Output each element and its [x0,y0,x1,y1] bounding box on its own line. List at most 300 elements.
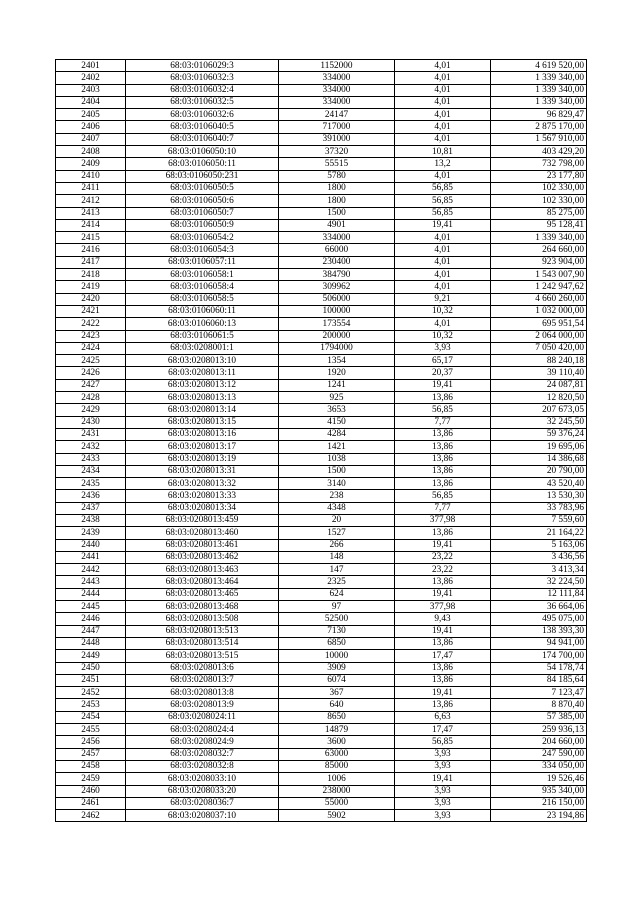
table-row [56,637,587,649]
row-number-cell: 2421 [56,305,126,317]
table-row [56,810,587,822]
row-number-cell: 2455 [56,724,126,736]
table-row [56,797,587,809]
table-row [56,60,587,72]
cadastral-value-cell: 32 224,50 [491,576,587,588]
cadastral-number-cell: 68:03:0208013:31 [126,465,279,477]
area-cell: 10000 [279,650,395,662]
rate-cell: 56,85 [395,404,491,416]
rate-cell: 4,01 [395,281,491,293]
cadastral-number-cell: 68:03:0106058:5 [126,293,279,305]
rate-cell: 4,01 [395,170,491,182]
area-cell: 506000 [279,293,395,305]
area-cell: 3140 [279,478,395,490]
cadastral-number-cell: 68:03:0208024:4 [126,724,279,736]
table-row [56,551,587,563]
cadastral-value-cell: 7 050 420,00 [491,342,587,354]
rate-cell: 9,43 [395,613,491,625]
cadastral-number-cell: 68:03:0106029:3 [126,60,279,72]
rate-cell: 6,63 [395,711,491,723]
rate-cell: 377,98 [395,601,491,613]
area-cell: 3909 [279,662,395,674]
cadastral-number-cell: 68:03:0106060:11 [126,305,279,317]
table-row [56,121,587,133]
rate-cell: 4,01 [395,232,491,244]
cadastral-number-cell: 68:03:0208013:463 [126,564,279,576]
cadastral-number-cell: 68:03:0208013:461 [126,539,279,551]
cadastral-value-cell: 13 530,30 [491,490,587,502]
cadastral-value-cell: 1 567 910,00 [491,133,587,145]
cadastral-value-cell: 695 951,54 [491,318,587,330]
table-row [56,281,587,293]
cadastral-value-cell: 1 543 007,90 [491,269,587,281]
row-number-cell: 2425 [56,355,126,367]
rate-cell: 3,93 [395,810,491,822]
row-number-cell: 2439 [56,527,126,539]
cadastral-value-cell: 495 075,00 [491,613,587,625]
cadastral-value-cell: 5 163,06 [491,539,587,551]
row-number-cell: 2438 [56,514,126,526]
cadastral-number-cell: 68:03:0208036:7 [126,797,279,809]
row-number-cell: 2451 [56,674,126,686]
row-number-cell: 2408 [56,146,126,158]
rate-cell: 19,41 [395,773,491,785]
area-cell: 85000 [279,760,395,772]
table-row [56,146,587,158]
table-row [56,490,587,502]
cadastral-number-cell: 68:03:0106050:7 [126,207,279,219]
area-cell: 200000 [279,330,395,342]
cadastral-value-cell: 207 673,05 [491,404,587,416]
cadastral-number-cell: 68:03:0106054:3 [126,244,279,256]
table-row [56,72,587,84]
table-row [56,355,587,367]
cadastral-number-cell: 68:03:0106061:5 [126,330,279,342]
row-number-cell: 2404 [56,96,126,108]
rate-cell: 4,01 [395,244,491,256]
row-number-cell: 2431 [56,428,126,440]
area-cell: 37320 [279,146,395,158]
cadastral-number-cell: 68:03:0106040:7 [126,133,279,145]
cadastral-number-cell: 68:03:0106032:6 [126,109,279,121]
row-number-cell: 2409 [56,158,126,170]
table-row [56,109,587,121]
table-row [56,502,587,514]
cadastral-number-cell: 68:03:0106060:13 [126,318,279,330]
cadastral-value-cell: 24 087,81 [491,379,587,391]
table-row [56,379,587,391]
cadastral-value-cell: 23 194,86 [491,810,587,822]
rate-cell: 56,85 [395,207,491,219]
table-row [56,232,587,244]
table-row [56,601,587,613]
cadastral-value-cell: 259 936,13 [491,724,587,736]
cadastral-number-cell: 68:03:0208013:34 [126,502,279,514]
row-number-cell: 2414 [56,219,126,231]
area-cell: 4284 [279,428,395,440]
area-cell: 1794000 [279,342,395,354]
cadastral-number-cell: 68:03:0208013:465 [126,588,279,600]
row-number-cell: 2442 [56,564,126,576]
area-cell: 4901 [279,219,395,231]
row-number-cell: 2462 [56,810,126,822]
table-row [56,404,587,416]
area-cell: 4150 [279,416,395,428]
row-number-cell: 2401 [56,60,126,72]
area-cell: 1500 [279,465,395,477]
table-body [56,60,587,822]
row-number-cell: 2428 [56,392,126,404]
table-row [56,478,587,490]
cadastral-value-cell: 33 783,96 [491,502,587,514]
area-cell: 230400 [279,256,395,268]
rate-cell: 4,01 [395,109,491,121]
table-row [56,428,587,440]
cadastral-value-cell: 32 245,50 [491,416,587,428]
table-row [56,305,587,317]
area-cell: 4348 [279,502,395,514]
area-cell: 309962 [279,281,395,293]
row-number-cell: 2402 [56,72,126,84]
area-cell: 8650 [279,711,395,723]
row-number-cell: 2457 [56,748,126,760]
rate-cell: 13,86 [395,699,491,711]
rate-cell: 4,01 [395,84,491,96]
cadastral-number-cell: 68:03:0106032:5 [126,96,279,108]
row-number-cell: 2447 [56,625,126,637]
area-cell: 238000 [279,785,395,797]
cadastral-number-cell: 68:03:0208013:468 [126,601,279,613]
row-number-cell: 2443 [56,576,126,588]
table-row [56,330,587,342]
area-cell: 3653 [279,404,395,416]
row-number-cell: 2449 [56,650,126,662]
rate-cell: 13,86 [395,662,491,674]
row-number-cell: 2422 [56,318,126,330]
cadastral-number-cell: 68:03:0208032:7 [126,748,279,760]
table-row [56,514,587,526]
cadastral-number-cell: 68:03:0106057:11 [126,256,279,268]
rate-cell: 19,41 [395,219,491,231]
cadastral-number-cell: 68:03:0208032:8 [126,760,279,772]
rate-cell: 56,85 [395,490,491,502]
cadastral-value-cell: 1 339 340,00 [491,96,587,108]
rate-cell: 4,01 [395,318,491,330]
area-cell: 1800 [279,195,395,207]
row-number-cell: 2450 [56,662,126,674]
cadastral-number-cell: 68:03:0208013:11 [126,367,279,379]
cadastral-number-cell: 68:03:0106050:11 [126,158,279,170]
area-cell: 367 [279,687,395,699]
rate-cell: 4,01 [395,60,491,72]
cadastral-value-cell: 1 339 340,00 [491,72,587,84]
row-number-cell: 2411 [56,182,126,194]
table-row [56,674,587,686]
cadastral-number-cell: 68:03:0208024:9 [126,736,279,748]
cadastral-number-cell: 68:03:0208013:508 [126,613,279,625]
rate-cell: 13,2 [395,158,491,170]
cadastral-number-cell: 68:03:0208013:14 [126,404,279,416]
rate-cell: 13,86 [395,392,491,404]
row-number-cell: 2407 [56,133,126,145]
area-cell: 24147 [279,109,395,121]
row-number-cell: 2454 [56,711,126,723]
row-number-cell: 2435 [56,478,126,490]
area-cell: 3600 [279,736,395,748]
row-number-cell: 2415 [56,232,126,244]
cadastral-number-cell: 68:03:0106054:2 [126,232,279,244]
table-row [56,453,587,465]
rate-cell: 3,93 [395,797,491,809]
cadastral-value-cell: 23 177,80 [491,170,587,182]
table-row [56,244,587,256]
cadastral-value-cell: 1 242 947,62 [491,281,587,293]
table-row [56,367,587,379]
row-number-cell: 2461 [56,797,126,809]
cadastral-number-cell: 68:03:0208013:16 [126,428,279,440]
rate-cell: 3,93 [395,342,491,354]
cadastral-number-cell: 68:03:0106050:6 [126,195,279,207]
area-cell: 5902 [279,810,395,822]
cadastral-value-cell: 216 150,00 [491,797,587,809]
cadastral-number-cell: 68:03:0106050:5 [126,182,279,194]
rate-cell: 17,47 [395,724,491,736]
area-cell: 1920 [279,367,395,379]
cadastral-number-cell: 68:03:0208024:11 [126,711,279,723]
row-number-cell: 2444 [56,588,126,600]
table-row [56,465,587,477]
cadastral-number-cell: 68:03:0106032:4 [126,84,279,96]
area-cell: 52500 [279,613,395,625]
cadastral-number-cell: 68:03:0106058:4 [126,281,279,293]
row-number-cell: 2440 [56,539,126,551]
area-cell: 66000 [279,244,395,256]
rate-cell: 56,85 [395,182,491,194]
cadastral-value-cell: 174 700,00 [491,650,587,662]
table-row [56,687,587,699]
row-number-cell: 2412 [56,195,126,207]
area-cell: 1241 [279,379,395,391]
rate-cell: 13,86 [395,428,491,440]
cadastral-value-cell: 39 110,40 [491,367,587,379]
rate-cell: 56,85 [395,736,491,748]
area-cell: 148 [279,551,395,563]
row-number-cell: 2459 [56,773,126,785]
cadastral-number-cell: 68:03:0208013:515 [126,650,279,662]
cadastral-number-cell: 68:03:0106050:9 [126,219,279,231]
row-number-cell: 2432 [56,441,126,453]
row-number-cell: 2441 [56,551,126,563]
area-cell: 266 [279,539,395,551]
area-cell: 14879 [279,724,395,736]
rate-cell: 19,41 [395,379,491,391]
table-row [56,256,587,268]
rate-cell: 56,85 [395,195,491,207]
rate-cell: 377,98 [395,514,491,526]
cadastral-value-cell: 95 128,41 [491,219,587,231]
table-row [56,293,587,305]
rate-cell: 13,86 [395,453,491,465]
cadastral-number-cell: 68:03:0106040:5 [126,121,279,133]
area-cell: 391000 [279,133,395,145]
cadastral-number-cell: 68:03:0208013:12 [126,379,279,391]
row-number-cell: 2429 [56,404,126,416]
row-number-cell: 2419 [56,281,126,293]
rate-cell: 3,93 [395,785,491,797]
table-row [56,416,587,428]
cadastral-value-cell: 84 185,64 [491,674,587,686]
table-row [56,318,587,330]
table-row [56,588,587,600]
table-row [56,613,587,625]
rate-cell: 9,21 [395,293,491,305]
area-cell: 6850 [279,637,395,649]
table-row [56,724,587,736]
rate-cell: 17,47 [395,650,491,662]
cadastral-number-cell: 68:03:0208013:32 [126,478,279,490]
cadastral-value-cell: 935 340,00 [491,785,587,797]
area-cell: 6074 [279,674,395,686]
row-number-cell: 2448 [56,637,126,649]
row-number-cell: 2446 [56,613,126,625]
cadastral-value-cell: 732 798,00 [491,158,587,170]
cadastral-value-cell: 1 339 340,00 [491,84,587,96]
cadastral-value-cell: 264 660,00 [491,244,587,256]
rate-cell: 7,77 [395,416,491,428]
cadastral-number-cell: 68:03:0208013:13 [126,392,279,404]
area-cell: 334000 [279,84,395,96]
area-cell: 1500 [279,207,395,219]
cadastral-number-cell: 68:03:0208013:17 [126,441,279,453]
cadastral-value-cell: 54 178,74 [491,662,587,674]
cadastral-value-cell: 4 619 520,00 [491,60,587,72]
cadastral-number-cell: 68:03:0208013:7 [126,674,279,686]
rate-cell: 10,32 [395,305,491,317]
cadastral-value-cell: 403 429,20 [491,146,587,158]
cadastral-number-cell: 68:03:0208013:514 [126,637,279,649]
cadastral-value-cell: 57 385,00 [491,711,587,723]
cadastral-value-cell: 138 393,30 [491,625,587,637]
cadastral-value-cell: 20 790,00 [491,465,587,477]
cadastral-number-cell: 68:03:0208033:10 [126,773,279,785]
cadastral-value-cell: 21 164,22 [491,527,587,539]
cadastral-number-cell: 68:03:0208013:462 [126,551,279,563]
row-number-cell: 2416 [56,244,126,256]
rate-cell: 4,01 [395,269,491,281]
row-number-cell: 2434 [56,465,126,477]
cadastral-value-cell: 3 413,34 [491,564,587,576]
area-cell: 5780 [279,170,395,182]
area-cell: 173554 [279,318,395,330]
area-cell: 334000 [279,72,395,84]
table-row [56,133,587,145]
area-cell: 97 [279,601,395,613]
table-row [56,773,587,785]
cadastral-value-cell: 7 123,47 [491,687,587,699]
cadastral-value-cell: 8 870,40 [491,699,587,711]
area-cell: 384790 [279,269,395,281]
rate-cell: 4,01 [395,256,491,268]
rate-cell: 13,86 [395,576,491,588]
cadastral-number-cell: 68:03:0106032:3 [126,72,279,84]
cadastral-number-cell: 68:03:0208013:460 [126,527,279,539]
cadastral-number-cell: 68:03:0208037:10 [126,810,279,822]
cadastral-number-cell: 68:03:0208013:15 [126,416,279,428]
cadastral-number-cell: 68:03:0208001:1 [126,342,279,354]
cadastral-number-cell: 68:03:0106050:10 [126,146,279,158]
rate-cell: 13,86 [395,441,491,453]
row-number-cell: 2436 [56,490,126,502]
table-row [56,392,587,404]
area-cell: 640 [279,699,395,711]
cadastral-value-cell: 96 829,47 [491,109,587,121]
area-cell: 238 [279,490,395,502]
area-cell: 63000 [279,748,395,760]
area-cell: 1038 [279,453,395,465]
row-number-cell: 2426 [56,367,126,379]
rate-cell: 19,41 [395,625,491,637]
cadastral-number-cell: 68:03:0208013:33 [126,490,279,502]
area-cell: 1421 [279,441,395,453]
table-row [56,158,587,170]
cadastral-value-cell: 94 941,00 [491,637,587,649]
table-row [56,441,587,453]
table-row [56,785,587,797]
row-number-cell: 2460 [56,785,126,797]
land-registry-table [55,59,587,822]
cadastral-number-cell: 68:03:0208033:20 [126,785,279,797]
table-row [56,650,587,662]
rate-cell: 13,86 [395,478,491,490]
table-row [56,736,587,748]
cadastral-number-cell: 68:03:0208013:8 [126,687,279,699]
cadastral-value-cell: 102 330,00 [491,195,587,207]
rate-cell: 7,77 [395,502,491,514]
cadastral-number-cell: 68:03:0208013:19 [126,453,279,465]
table-row [56,662,587,674]
rate-cell: 4,01 [395,96,491,108]
area-cell: 334000 [279,96,395,108]
cadastral-number-cell: 68:03:0106050:231 [126,170,279,182]
rate-cell: 13,86 [395,527,491,539]
table-row [56,342,587,354]
cadastral-number-cell: 68:03:0208013:6 [126,662,279,674]
area-cell: 20 [279,514,395,526]
cadastral-value-cell: 88 240,18 [491,355,587,367]
area-cell: 100000 [279,305,395,317]
cadastral-number-cell: 68:03:0208013:459 [126,514,279,526]
row-number-cell: 2405 [56,109,126,121]
row-number-cell: 2410 [56,170,126,182]
cadastral-value-cell: 59 376,24 [491,428,587,440]
area-cell: 1152000 [279,60,395,72]
rate-cell: 20,37 [395,367,491,379]
rate-cell: 4,01 [395,72,491,84]
rate-cell: 23,22 [395,551,491,563]
cadastral-value-cell: 204 660,00 [491,736,587,748]
area-cell: 717000 [279,121,395,133]
cadastral-value-cell: 923 904,00 [491,256,587,268]
cadastral-value-cell: 2 064 000,00 [491,330,587,342]
row-number-cell: 2445 [56,601,126,613]
rate-cell: 19,41 [395,687,491,699]
row-number-cell: 2453 [56,699,126,711]
cadastral-value-cell: 12 111,84 [491,588,587,600]
row-number-cell: 2433 [56,453,126,465]
area-cell: 925 [279,392,395,404]
area-cell: 7130 [279,625,395,637]
table-row [56,576,587,588]
